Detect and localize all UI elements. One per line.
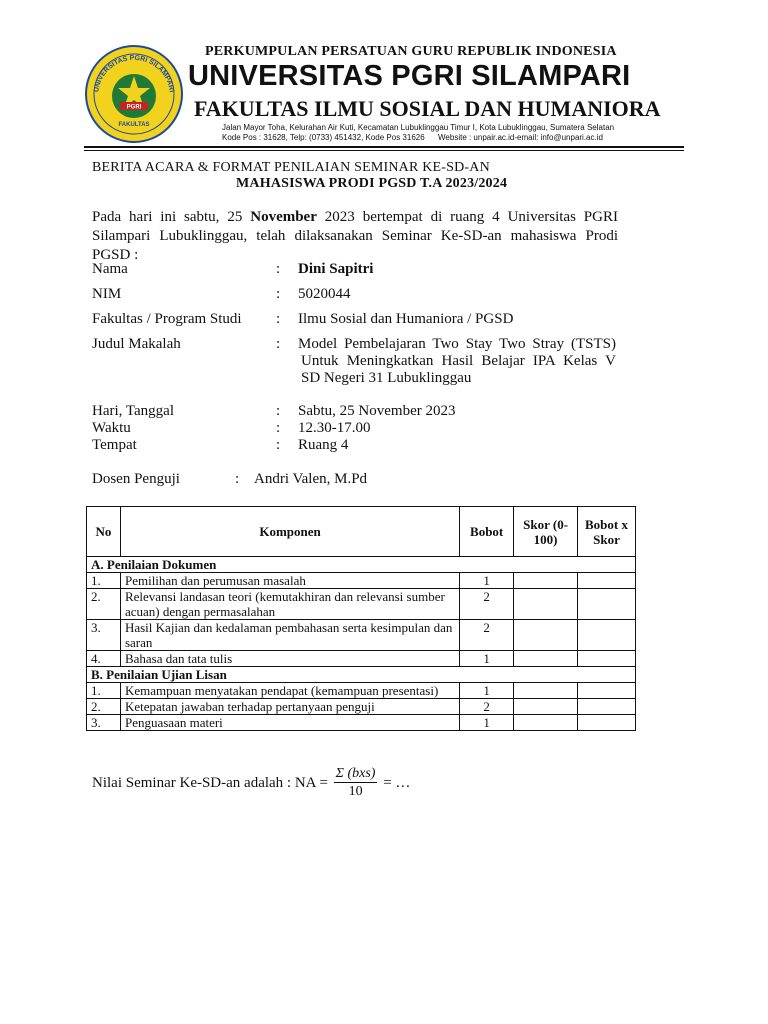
row-no: 3. (87, 715, 121, 731)
tempat-value: Ruang 4 (298, 437, 349, 453)
row-bxs-cell[interactable] (578, 589, 636, 620)
dosen-colon: : (235, 471, 240, 487)
fakultas-label: Fakultas / Program Studi (92, 311, 242, 327)
table-row (87, 699, 636, 715)
hari-colon: : (276, 403, 281, 419)
row-komponen: Penguasaan materi (120, 715, 459, 731)
address-line: Jalan Mayor Toha, Kelurahan Air Kuti, Kecamatan Lubuklinggau Timur I, Kota Lubuklinggau, Sumatera Selatan (222, 123, 615, 132)
final-score-formula (92, 766, 410, 801)
row-bobot: 2 (460, 699, 514, 715)
contact-line: Kode Pos : 31628, Telp: (0733) 451432, Kode Pos 31626 Website : unpair.ac.id-email: info@unpari.ac.id (222, 133, 603, 142)
table-row (87, 651, 636, 667)
dosen-value: Andri Valen, M.Pd (254, 471, 368, 487)
row-komponen: Ketepatan jawaban terhadap pertanyaan penguji (120, 699, 459, 715)
row-bobot: 1 (460, 651, 514, 667)
tempat-colon: : (276, 437, 281, 453)
judul-colon: : (276, 336, 281, 352)
address-block (222, 123, 614, 143)
hari-label: Hari, Tanggal (92, 403, 174, 419)
row-no: 4. (87, 651, 121, 667)
header-bobot: Bobot (460, 507, 514, 557)
row-komponen: Bahasa dan tata tulis (120, 651, 459, 667)
header-no: No (87, 507, 121, 557)
logo-ring-text: UNIVERSITAS PGRI SILAMPARI (93, 54, 175, 93)
letterhead-rule-thin (84, 150, 684, 151)
row-bxs-cell[interactable] (578, 620, 636, 651)
header-komponen: Komponen (120, 507, 459, 557)
university-name: UNIVERSITAS PGRI SILAMPARI (188, 60, 631, 92)
row-komponen: Relevansi landasan teori (kemutakhiran dan relevansi sumber acuan) dengan permasalahan (120, 589, 459, 620)
section-dokumen: A. Penilaian Dokumen (87, 557, 636, 573)
row-skor-cell[interactable] (514, 683, 578, 699)
row-komponen: Pemilihan dan perumusan masalah (120, 573, 459, 589)
document-title: BERITA ACARA & FORMAT PENILAIAN SEMINAR KE-SD-AN (92, 160, 490, 175)
row-bxs-cell[interactable] (578, 573, 636, 589)
nim-value: 5020044 (298, 286, 351, 302)
logo-bottom-text: FAKULTAS (118, 122, 150, 128)
row-skor-cell[interactable] (514, 589, 578, 620)
hari-value: Sabtu, 25 November 2023 (298, 403, 456, 419)
table-row (87, 683, 636, 699)
row-bxs-cell[interactable] (578, 683, 636, 699)
fakultas-colon: : (276, 311, 281, 327)
nim-label: NIM (92, 286, 122, 302)
judul-label: Judul Makalah (92, 336, 181, 352)
formula-numerator: Σ (bxs) (335, 766, 376, 781)
judul-line: SD Negeri 31 Lubuklinggau (301, 370, 472, 386)
scoring-table (86, 506, 636, 731)
row-skor-cell[interactable] (514, 715, 578, 731)
row-skor-cell[interactable] (514, 699, 578, 715)
dosen-label: Dosen Penguji (92, 471, 180, 487)
organization-name: PERKUMPULAN PERSATUAN GURU REPUBLIK INDONESIA (205, 44, 617, 59)
row-komponen: Kemampuan menyatakan pendapat (kemampuan presentasi) (120, 683, 459, 699)
formula-fraction (334, 766, 378, 801)
formula-suffix: = … (383, 774, 411, 791)
nama-value: Dini Sapitri (298, 261, 374, 277)
faculty-name: FAKULTAS ILMU SOSIAL DAN HUMANIORA (194, 96, 661, 121)
nama-colon: : (276, 261, 281, 277)
letterhead-rule-thick (84, 146, 684, 148)
row-bobot: 1 (460, 715, 514, 731)
fakultas-value: Ilmu Sosial dan Humaniora / PGSD (298, 311, 514, 327)
table-row (87, 620, 636, 651)
row-no: 1. (87, 683, 121, 699)
row-komponen: Hasil Kajian dan kedalaman pembahasan serta kesimpulan dan saran (120, 620, 459, 651)
nim-colon: : (276, 286, 281, 302)
waktu-colon: : (276, 420, 281, 436)
header-bobot-x-skor: Bobot x Skor (578, 507, 636, 557)
table-row (87, 573, 636, 589)
judul-value (298, 336, 616, 387)
row-no: 2. (87, 589, 121, 620)
document-subtitle: MAHASISWA PRODI PGSD T.A 2023/2024 (236, 176, 508, 191)
row-bobot: 1 (460, 573, 514, 589)
row-no: 2. (87, 699, 121, 715)
waktu-value: 12.30-17.00 (298, 420, 371, 436)
row-bobot: 2 (460, 620, 514, 651)
intro-month: November (250, 209, 317, 225)
table-row (87, 715, 636, 731)
tempat-label: Tempat (92, 437, 137, 453)
row-bxs-cell[interactable] (578, 699, 636, 715)
judul-line: Untuk Meningkatkan Hasil Belajar IPA Kelas V (301, 353, 616, 369)
section-ujian-lisan: B. Penilaian Ujian Lisan (87, 667, 636, 683)
row-skor-cell[interactable] (514, 620, 578, 651)
row-skor-cell[interactable] (514, 573, 578, 589)
logo-banner-text: PGRI (126, 104, 142, 111)
row-bobot: 1 (460, 683, 514, 699)
header-skor: Skor (0-100) (514, 507, 578, 557)
intro-text-end: 2023 bertempat di ruang 4 Universitas PGRI Silampari Lubuklinggau, telah dilaksanakan Seminar Ke-SD-an mahasiswa Prodi PGSD : (92, 209, 618, 263)
judul-line: Model Pembelajaran Two Stay Two Stray (TSTS) (298, 336, 616, 352)
university-logo (84, 44, 184, 144)
row-bobot: 2 (460, 589, 514, 620)
intro-text-start: Pada hari ini sabtu, 25 (92, 209, 251, 225)
formula-denominator: 10 (348, 784, 363, 799)
row-bxs-cell[interactable] (578, 715, 636, 731)
row-no: 1. (87, 573, 121, 589)
row-skor-cell[interactable] (514, 651, 578, 667)
waktu-label: Waktu (92, 420, 131, 436)
row-bxs-cell[interactable] (578, 651, 636, 667)
table-row (87, 589, 636, 620)
formula-prefix: Nilai Seminar Ke-SD-an adalah : NA = (92, 774, 328, 791)
row-no: 3. (87, 620, 121, 651)
nama-label: Nama (92, 261, 128, 277)
intro-paragraph (92, 208, 618, 265)
